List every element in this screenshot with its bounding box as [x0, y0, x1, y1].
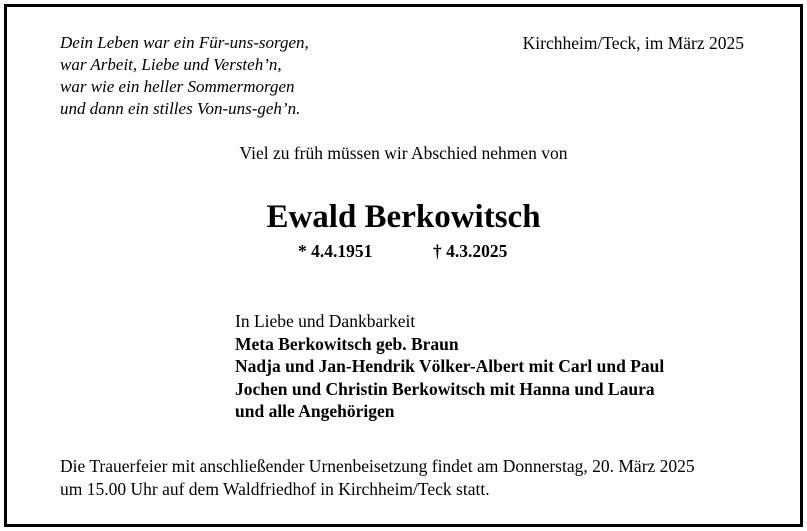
place-date: Kirchheim/Teck, im März 2025	[522, 33, 744, 53]
deceased-name: Ewald Berkowitsch	[266, 199, 541, 235]
mourners-heading: In Liebe und Dankbarkeit	[235, 311, 416, 331]
mourner-name: Jochen und Christin Berkowitsch mit Hanna und Laura	[235, 378, 655, 399]
birth-date: * 4.4.1951	[298, 241, 373, 261]
mourners-block	[235, 310, 664, 423]
poem-line: war wie ein heller Sommermorgen	[60, 77, 295, 96]
poem-line: und dann ein stilles Von-uns-geh’n.	[60, 99, 301, 118]
intro-text: Viel zu früh müssen wir Abschied nehmen von	[239, 143, 568, 163]
poem	[60, 32, 309, 120]
death-date: † 4.3.2025	[433, 241, 508, 261]
notice-line: um 15.00 Uhr auf dem Waldfriedhof in Kirchheim/Teck statt.	[60, 479, 490, 499]
notice-line: Die Trauerfeier mit anschließender Urnenbeisetzung findet am Donnerstag, 20. März 2025	[60, 456, 695, 476]
mourner-name: und alle Angehörigen	[235, 401, 395, 421]
funeral-notice	[60, 455, 695, 501]
mourner-name: Nadja und Jan-Hendrik Völker-Albert mit Carl und Paul	[235, 356, 665, 376]
mourner-name: Meta Berkowitsch geb. Braun	[235, 333, 459, 354]
poem-line: war Arbeit, Liebe und Versteh’n,	[60, 55, 282, 74]
poem-line: Dein Leben war ein Für-uns-sorgen,	[60, 33, 309, 52]
